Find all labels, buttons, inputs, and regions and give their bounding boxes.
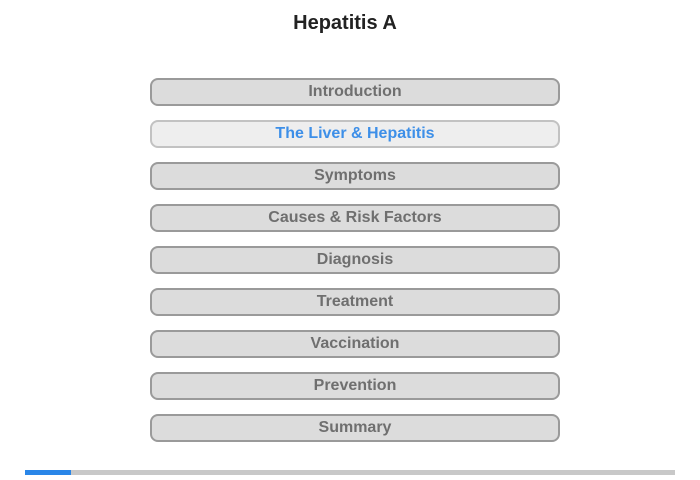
menu-item-symptoms[interactable]: Symptoms <box>150 162 560 190</box>
menu-item-introduction[interactable]: Introduction <box>150 78 560 106</box>
page-title: Hepatitis A <box>293 12 397 34</box>
menu-item-summary[interactable]: Summary <box>150 414 560 442</box>
menu-item-treatment[interactable]: Treatment <box>150 288 560 316</box>
chapter-menu <box>150 78 560 456</box>
menu-item-causes-risk-factors[interactable]: Causes & Risk Factors <box>150 204 560 232</box>
menu-item-liver-hepatitis[interactable]: The Liver & Hepatitis <box>150 120 560 148</box>
progress-bar-fill <box>25 470 71 475</box>
menu-item-vaccination[interactable]: Vaccination <box>150 330 560 358</box>
progress-bar <box>25 470 675 475</box>
menu-item-diagnosis[interactable]: Diagnosis <box>150 246 560 274</box>
menu-item-prevention[interactable]: Prevention <box>150 372 560 400</box>
